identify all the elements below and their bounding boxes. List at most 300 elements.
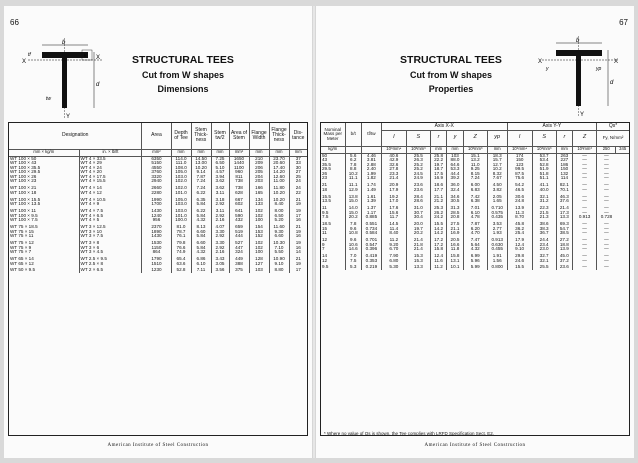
table-cell: 30.7	[406, 211, 430, 216]
table-cell: 1530	[142, 241, 171, 246]
table-cell: 956	[142, 218, 171, 225]
table-cell: 2.40	[361, 167, 381, 172]
table-cell: 44.4	[447, 172, 463, 177]
table-cell: 52.8	[532, 163, 556, 168]
table-cell: 105.0	[171, 170, 191, 175]
table-cell: 30.4	[406, 215, 430, 222]
svg-text:tf: tf	[28, 52, 31, 58]
table-cell: 19	[289, 202, 307, 209]
table-cell: 10.6	[345, 243, 361, 248]
table-cell: 3.43	[211, 257, 229, 262]
table-cell: 21.3	[532, 215, 556, 222]
table-cell: —	[573, 247, 597, 254]
table-cell: 22.2	[430, 158, 446, 163]
table-cell: 0.701	[361, 238, 381, 243]
table-cell: 3.62	[211, 186, 229, 191]
table-cell: —	[597, 227, 616, 232]
table-cell: 263	[556, 153, 572, 158]
table-cell: 6.00	[463, 183, 487, 188]
table-cell: 25.3	[430, 206, 446, 211]
table-cell: 0.575	[487, 211, 507, 216]
table-cell: 1.65	[487, 199, 507, 206]
col-distance: Dis-tance	[289, 123, 307, 149]
table-cell: —	[573, 259, 597, 266]
table-cell: 19	[289, 209, 307, 214]
table-cell: 1990	[142, 198, 171, 203]
table-cell: 81.0	[171, 225, 191, 230]
table-cell: 16.9	[430, 176, 446, 183]
table-cell: 18.6	[430, 183, 446, 188]
table-cell: 375	[229, 268, 249, 273]
table-cell: 4.32	[191, 250, 211, 257]
table-cell: 17.40	[269, 166, 289, 171]
table-cell: 5.96	[463, 259, 487, 266]
unit-cell	[345, 146, 361, 153]
table-cell: 11	[322, 230, 327, 236]
table-cell: WT 100 × 7.5	[10, 217, 38, 223]
col-rx: r	[430, 130, 446, 146]
table-cell: WT 4 × 24	[79, 166, 142, 171]
table-cell: 15.5	[507, 265, 532, 270]
table-cell: WT 100 × 15.5	[10, 196, 41, 202]
table-cell: 0.396	[361, 247, 381, 254]
table-cell: 7.47	[463, 238, 487, 243]
table-cell: 39.2	[447, 176, 463, 183]
table-cell: 4.70	[463, 231, 487, 238]
table-cell: 19	[289, 241, 307, 246]
table-cell: 11.7	[381, 215, 406, 222]
table-cell: WT 100 × 23	[10, 178, 37, 184]
table-cell: 6.10	[463, 211, 487, 216]
table-cell: 7	[322, 246, 325, 252]
table-cell: 659	[229, 225, 249, 230]
table-cell: 15.0	[345, 211, 361, 216]
table-cell: 444	[229, 234, 249, 241]
table-cell: 3.94	[211, 175, 229, 180]
table-cell: 102	[249, 246, 269, 251]
table-cell: 8.80	[269, 268, 289, 273]
table-cell: 20.9	[381, 183, 406, 188]
table-cell: 8.13	[191, 225, 211, 230]
table-cell: 1.93	[487, 231, 507, 238]
table-cell: 19	[289, 230, 307, 235]
table-cell: 20.2	[345, 215, 361, 222]
unit-cell: 10³mm³	[463, 146, 487, 153]
svg-text:X: X	[614, 59, 619, 65]
table-cell: 203	[249, 179, 269, 186]
table-cell: 2280	[142, 191, 171, 198]
table-cell: 7.11	[191, 268, 211, 273]
table-cell: 25	[289, 175, 307, 180]
table-cell: 1510	[142, 262, 171, 269]
table-cell: 29.8	[507, 254, 532, 259]
table-cell: 1440	[229, 161, 249, 166]
table-cell: 21	[289, 257, 307, 262]
table-cell: 18.5	[322, 220, 331, 226]
table-cell: 7.87	[463, 222, 487, 227]
table-cell: WT 75 × 7	[10, 249, 32, 255]
table-cell: 37.2	[556, 259, 572, 266]
table-cell: 11.2	[381, 238, 406, 243]
table-cell: WT 4 × 15.5	[79, 179, 142, 186]
table-cell: —	[573, 167, 597, 172]
table-cell: 27.5	[447, 222, 463, 227]
table-cell: 9	[322, 241, 325, 247]
table-cell: 33	[289, 161, 307, 166]
table-cell: 23	[322, 175, 328, 181]
table-cell: 37.6	[556, 199, 572, 206]
table-cell: WT 4 × 9	[79, 202, 142, 209]
axis-x-header: Axis X-X	[381, 123, 507, 130]
table-cell: 15.5	[430, 222, 446, 227]
table-cell: —	[573, 231, 597, 238]
table-cell: 102	[249, 214, 269, 219]
table-row	[321, 265, 629, 270]
table-cell: 22.3	[532, 206, 556, 211]
table-cell: 0.728	[597, 215, 616, 222]
table-cell: WT 100 × 18	[10, 189, 37, 195]
table-cell: 21	[322, 182, 328, 188]
table-cell: 8.70	[507, 215, 532, 222]
table-cell: —	[573, 238, 597, 243]
table-cell: 32.6	[381, 163, 406, 168]
table-cell: 14.0	[345, 206, 361, 211]
table-cell: 11.8	[447, 247, 463, 254]
table-cell: 1230	[142, 268, 171, 273]
table-cell: 23.6	[556, 265, 572, 270]
table-cell: 6.22	[191, 209, 211, 214]
table-cell: 12	[322, 236, 328, 242]
table-cell: 12.9	[345, 188, 361, 195]
table-cell: WT 4 × 10.5	[79, 198, 142, 203]
unit-cell: 10³mm³	[573, 146, 597, 153]
table-cell: 7.90	[381, 254, 406, 259]
table-cell: 7.0	[345, 254, 361, 259]
table-cell: 3.05	[211, 262, 229, 269]
table-cell: 11.60	[269, 225, 289, 230]
left-subtitle: Cut from W shapes	[141, 70, 224, 80]
table-cell: 10.30	[269, 241, 289, 246]
table-cell: 5.30	[381, 265, 406, 270]
table-cell: 13.9	[507, 206, 532, 211]
table-cell: 0.455	[487, 247, 507, 254]
unit-cell: 10⁶mm⁴	[381, 146, 406, 153]
qs-header: Qs*	[597, 123, 629, 130]
table-cell: 0.630	[487, 243, 507, 248]
table-cell: 38.5	[556, 231, 572, 238]
table-cell: 1.17	[361, 211, 381, 216]
table-cell: —	[597, 158, 616, 163]
table-cell: 15.0	[345, 199, 361, 206]
col-sx: S	[406, 130, 430, 146]
table-cell: 8.40	[269, 202, 289, 209]
table-cell: 1430	[142, 209, 171, 214]
table-cell: 105.0	[171, 198, 191, 203]
col-b-over-t: b/t	[345, 123, 361, 146]
table-cell: 449	[229, 257, 249, 262]
table-cell: 23.6	[406, 188, 430, 195]
table-cell: 17.2	[430, 243, 446, 248]
table-cell: 7.25	[211, 156, 229, 161]
right-title: STRUCTURAL TEES	[400, 54, 502, 66]
table-cell: 88.0	[447, 158, 463, 163]
table-cell: —	[597, 247, 616, 254]
table-cell: 17	[289, 214, 307, 219]
table-cell: WT 3 × 4.5	[79, 250, 142, 257]
table-cell: 2.92	[211, 214, 229, 219]
svg-text:b: b	[576, 38, 580, 44]
table-cell: 811	[229, 175, 249, 180]
table-cell: 99.5	[507, 167, 532, 172]
table-cell: 127	[249, 262, 269, 269]
table-cell: 21.4	[406, 238, 430, 243]
table-cell: WT 75 × 12	[10, 239, 34, 245]
svg-text:k: k	[84, 53, 87, 58]
table-cell: WT 100 × 29.5	[10, 169, 41, 175]
right-subtitle-2: Properties	[428, 84, 474, 94]
table-cell: 27.8	[381, 167, 406, 172]
table-cell: 15.8	[430, 247, 446, 254]
svg-text:d: d	[96, 82, 100, 88]
table-cell: 82.1	[556, 183, 572, 188]
table-cell: 447	[229, 246, 249, 251]
table-cell: 166	[249, 186, 269, 191]
table-cell: 38.3	[532, 227, 556, 232]
table-cell: 2.05	[487, 195, 507, 200]
table-cell: 11.1	[345, 176, 361, 183]
table-cell: 6.60	[191, 230, 211, 235]
unit-cell: 10⁶mm⁴	[507, 146, 532, 153]
table-cell: —	[573, 158, 597, 163]
table-cell: 40.0	[532, 188, 556, 195]
table-cell: 14.2	[430, 227, 446, 232]
unit-cell	[361, 146, 381, 153]
table-cell: —	[597, 167, 616, 172]
table-cell: 9.10	[269, 262, 289, 269]
table-cell: 12.60	[269, 175, 289, 180]
table-cell: 54.2	[507, 183, 532, 188]
table-cell: —	[573, 163, 597, 168]
table-cell: 10.2	[345, 172, 361, 177]
table-cell: 590	[229, 214, 249, 219]
table-cell: 15	[322, 225, 328, 231]
table-cell: —	[597, 206, 616, 211]
table-cell: 150	[556, 167, 572, 172]
table-cell: —	[573, 211, 597, 216]
table-cell: WT 100 × 11	[10, 208, 37, 213]
table-cell: 40.6	[381, 153, 406, 158]
table-cell: 87.5	[507, 172, 532, 177]
table-cell: —	[573, 153, 597, 158]
table-cell: 1.82	[361, 176, 381, 183]
table-cell: 128	[249, 257, 269, 262]
table-cell: 101.0	[171, 191, 191, 198]
table-cell: 4.57	[211, 170, 229, 175]
table-cell: WT 3 × 7.5	[79, 234, 142, 241]
table-cell: 25.2	[406, 167, 430, 172]
table-cell: 15.5	[322, 193, 331, 199]
table-cell: 7.5	[322, 214, 329, 220]
table-cell: 4.32	[191, 218, 211, 225]
col-tf-tw: tf/tw	[361, 123, 381, 146]
table-cell: 7.42	[463, 195, 487, 200]
table-cell: 51.8	[532, 172, 556, 177]
table-cell: 18.7	[430, 167, 446, 172]
table-cell: 17.5	[430, 172, 446, 177]
table-cell: 152	[249, 234, 269, 241]
table-cell: 6350	[142, 156, 171, 161]
table-cell: 11.4	[381, 227, 406, 232]
table-cell: —	[573, 222, 597, 227]
unit-cell: mm	[487, 146, 507, 153]
table-cell: —	[597, 163, 616, 168]
table-cell: 102.0	[171, 179, 191, 186]
table-cell: 11.3	[507, 211, 532, 216]
svg-text:b: b	[62, 40, 66, 46]
axis-y-header: Axis Y-Y	[507, 123, 596, 130]
table-cell: 24	[289, 179, 307, 186]
col-stem-thickness: Stem Thick-ness	[191, 123, 211, 149]
table-cell: 74.9	[171, 250, 191, 257]
table-cell: 30.6	[507, 195, 532, 200]
table-cell: 26	[322, 170, 328, 176]
table-cell: 9.25	[463, 167, 487, 172]
table-cell: 0.913	[487, 238, 507, 243]
table-cell: 0.419	[361, 254, 381, 259]
table-cell: 27	[289, 170, 307, 175]
svg-text:Y: Y	[580, 112, 585, 118]
table-cell: WT 4 × 7.5	[79, 209, 142, 214]
table-cell: 18	[322, 186, 328, 192]
unit-cell: mm	[249, 149, 269, 156]
table-cell: 46.5	[507, 188, 532, 195]
table-cell: 6.50	[269, 214, 289, 219]
table-cell: 17	[289, 268, 307, 273]
col-y: y	[447, 130, 463, 146]
table-cell: 23.0	[532, 247, 556, 254]
table-cell: 41.1	[532, 183, 556, 188]
col-depth: Depth of Tee	[171, 123, 191, 149]
table-cell: 10.2	[487, 167, 507, 172]
table-cell: 26.2	[430, 211, 446, 216]
table-cell: 7.8	[345, 222, 361, 227]
table-cell: 20.8	[447, 215, 463, 222]
table-cell: 16	[289, 218, 307, 225]
table-cell: 12.4	[430, 254, 446, 259]
table-cell: 19.7	[430, 163, 446, 168]
table-cell: —	[597, 222, 616, 227]
table-cell: —	[573, 183, 597, 188]
table-cell: 7.5	[345, 259, 361, 266]
col-flange-thickness: Flange Thick-ness	[269, 123, 289, 149]
table-cell: WT 100 × 13.5	[10, 201, 41, 207]
col-stem-half: Stem tw/2	[211, 123, 229, 149]
units-row	[321, 146, 629, 153]
table-cell: 3.30	[211, 230, 229, 235]
table-cell: 29.5	[322, 166, 331, 172]
table-cell: 21.2	[430, 199, 446, 206]
table-cell: 2660	[142, 186, 171, 191]
svg-text:d: d	[610, 80, 614, 86]
table-cell: 1.39	[361, 199, 381, 206]
table-cell: 25.2	[406, 163, 430, 168]
table-cell: —	[573, 188, 597, 195]
table-cell: 35.5	[322, 161, 331, 167]
table-cell: —	[573, 199, 597, 206]
table-cell: 12	[322, 257, 328, 263]
table-cell: 21	[289, 198, 307, 203]
table-cell: 17.9	[507, 238, 532, 243]
table-cell: 9.20	[381, 243, 406, 248]
table-cell: 738	[229, 179, 249, 186]
table-cell: 0.885	[361, 215, 381, 222]
table-cell: 1.56	[487, 259, 507, 266]
table-cell: —	[597, 265, 616, 270]
table-cell: 16.6	[447, 243, 463, 248]
table-cell: 6.10	[191, 262, 211, 269]
table-cell: 27.2	[556, 238, 572, 243]
table-cell: 209	[249, 161, 269, 166]
table-cell: 8.32	[487, 172, 507, 177]
table-cell: 70.1	[556, 188, 572, 195]
table-cell: 23.4	[532, 243, 556, 248]
table-cell: WT 2.5 × 9.5	[79, 257, 142, 262]
table-cell: 51.9	[532, 167, 556, 172]
table-cell: 103	[249, 268, 269, 273]
table-cell: 432	[229, 218, 249, 225]
table-cell: 5.84	[191, 202, 211, 209]
table-cell: 75.6	[507, 176, 532, 183]
table-cell: 6.20	[463, 227, 487, 232]
table-cell: 7.67	[487, 176, 507, 183]
unit-cell: mm × kg/m	[9, 149, 79, 156]
unit-cell: mm	[211, 149, 229, 156]
table-cell: 206	[249, 166, 269, 171]
table-cell: WT 65 × 14	[10, 255, 34, 261]
table-cell: 0.584	[361, 231, 381, 238]
table-cell: WT 3 × 12.5	[79, 225, 142, 230]
col-sy: S	[532, 130, 556, 146]
table-cell: 1.91	[487, 254, 507, 259]
table-row	[9, 268, 307, 273]
col-yp: yp	[487, 130, 507, 146]
table-cell: WT 2 × 6.5	[79, 268, 142, 273]
table-cell: 21.8	[406, 243, 430, 248]
svg-text:y: y	[546, 66, 549, 72]
table-cell: 3.81	[361, 158, 381, 163]
table-cell: 6.2	[345, 158, 361, 163]
table-cell: 45.0	[556, 254, 572, 259]
table-cell: WT 75 × 9	[10, 244, 32, 250]
table-cell: 28.5	[447, 211, 463, 216]
table-cell: WT 4 × 5	[79, 218, 142, 225]
table-cell: —	[573, 195, 597, 200]
table-cell: 3.62	[211, 179, 229, 186]
table-cell: 0.551	[361, 222, 381, 227]
table-cell: 5150	[142, 161, 171, 166]
tee-axes-diagram	[538, 36, 624, 118]
table-cell: 1.37	[361, 206, 381, 211]
table-cell: 6.83	[463, 188, 487, 195]
table-cell: 2.77	[487, 227, 507, 232]
table-cell: WT 3 × 8	[79, 241, 142, 246]
table-cell: 16	[289, 234, 307, 241]
table-cell: WT 100 × 9.5	[10, 212, 38, 218]
table-cell: 9.5	[322, 209, 329, 215]
table-cell: 69.3	[556, 222, 572, 227]
properties-table-body	[321, 153, 629, 270]
left-footer: American Institute of Steel Construction	[107, 443, 209, 448]
